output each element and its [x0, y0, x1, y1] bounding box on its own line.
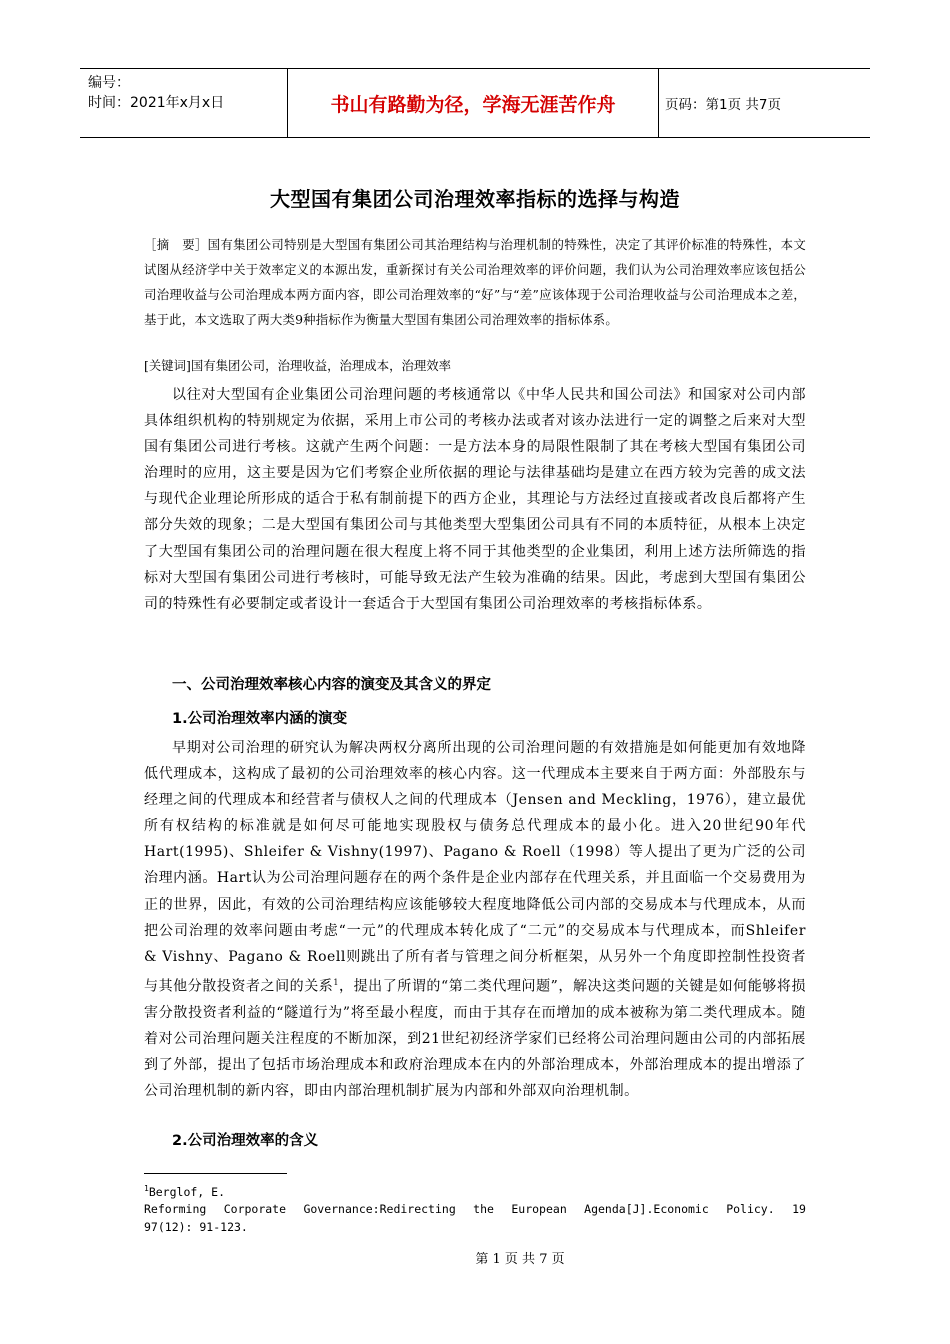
- page-label: 页码：第1页 共7页: [665, 97, 781, 113]
- footnote-word: Reforming: [144, 1202, 207, 1217]
- header-meta: [80, 69, 288, 137]
- footnote-title-line: [144, 1201, 806, 1219]
- document-title: 大型国有集团公司治理效率指标的选择与构造: [270, 187, 680, 211]
- subsection-heading-1: 1.公司治理效率内涵的演变: [172, 711, 348, 727]
- footnote-word: Corporate: [223, 1202, 287, 1217]
- section-heading-1: 一、公司治理效率核心内容的演变及其含义的界定: [172, 677, 491, 693]
- header-motto: [288, 69, 659, 137]
- document-date-label: 时间：2021年x月x日: [88, 95, 225, 111]
- footnote-citation-line: 97(12): 91-123.: [144, 1219, 248, 1234]
- page-footer: 第 1 页 共 7 页: [475, 1252, 565, 1267]
- subsection-1-paragraph: [144, 735, 806, 1104]
- abstract-text: 国有集团公司特别是大型国有集团公司其治理结构与治理机制的特殊性，决定了其评价标准的特殊性，本文试图从经济学中关于效率定义的本源出发，重新探讨有关公司治理效率的评价问题，我们认为公司治理效率应该包括公司治理收益与公司治理成本两方面内容，即公司治理效率的“好”与“差”应该体现于公司治理收益与公司治理成本之差，基于此，本文选取了两大类9种指标作为衡量大型国有集团公司治理效率的指标体系。: [144, 237, 806, 327]
- footnote: [144, 1180, 806, 1236]
- footnote-separator: [144, 1173, 287, 1174]
- footnote-word: the: [473, 1202, 494, 1217]
- document-header: [80, 68, 870, 138]
- footnote-author: Berglof, E.: [148, 1184, 225, 1199]
- keywords-label: [关键词]: [144, 358, 191, 373]
- abstract: [144, 232, 806, 332]
- footnote-mark: 1: [144, 1184, 149, 1193]
- keywords: [144, 356, 806, 374]
- paragraph-part-b: ，提出了所谓的“第二类代理问题”，解决这类问题的关键是如何能够将损害分散投资者利益的“隧道行为”将至最小程度，而由于其存在而增加的成本被称为第二类代理成本。随着对公司治理问题关注程度的不断加深，到21世纪初经济学家们已经将公司治理问题由公司的内部拓展到了外部，提出了包括市场治理成本和政府治理成本在内的外部治理成本，外部治理成本的提出增添了公司治理机制的新内容，即由内部治理机制扩展为内部和外部双向治理机制。: [144, 978, 806, 1099]
- footnote-author-line: [144, 1180, 806, 1201]
- footnote-word: 19: [792, 1202, 806, 1217]
- motto-text: 书山有路勤为径，学海无涯苦作舟: [330, 93, 616, 116]
- abstract-label: ［摘 要］: [144, 237, 208, 252]
- document-number-label: 编号：: [88, 75, 130, 91]
- footnote-reference[interactable]: 1: [333, 977, 339, 987]
- footnote-word: European: [511, 1202, 567, 1217]
- paragraph-part-a: 早期对公司治理的研究认为解决两权分离所出现的公司治理问题的有效措施是如何能更加有效地降低代理成本，这构成了最初的公司治理效率的核心内容。这一代理成本主要来自于两方面：外部股东与经理之间的代理成本和经营者与债权人之间的代理成本（Jensen and Meckling，1976），建立最优所有权结构的标准就是如何尽可能地实现股权与债务总代理成本的最小化。进入20世纪90年代Hart(1995)、Shleifer & Vishny(1997)、Pagano & Roell（1998）等人提出了更为广泛的公司治理内涵。Hart认为公司治理问题存在的两个条件是企业内部存在代理关系，并且面临一个交易费用为正的世界，因此，有效的公司治理结构应该能够较大程度地降低公司内部的交易成本与代理成本，从而把公司治理的效率问题由考虑“一元”的代理成本转化成了“二元”的交易成本与代理成本，而Shleifer & Vishny、Pagano & Roell则跳出了所有者与管理之间分析框架，从另外一个角度即控制性投资者与其他分散投资者之间的关系: [144, 740, 806, 995]
- footnote-word: Governance:Redirecting: [303, 1202, 456, 1217]
- intro-paragraph: 以往对大型国有企业集团公司治理问题的考核通常以《中华人民共和国公司法》和国家对公司内部具体组织机构的特别规定为依据，采用上市公司的考核办法或者对该办法进行一定的调整之后来对大型国有集团公司进行考核。这就产生两个问题：一是方法本身的局限性限制了其在考核大型国有集团公司治理时的应用，这主要是因为它们考察企业所依据的理论与法律基础均是建立在西方较为完善的成文法与现代企业理论所形成的适合于私有制前提下的西方企业，其理论与方法经过直接或者改良后都将产生部分失效的现象；二是大型国有集团公司与其他类型大型集团公司具有不同的本质特征，从根本上决定了大型国有集团公司的治理问题在很大程度上将不同于其他类型的企业集团，利用上述方法所筛选的指标对大型国有集团公司进行考核时，可能导致无法产生较为准确的结果。因此，考虑到大型国有集团公司的特殊性有必要制定或者设计一套适合于大型国有集团公司治理效率的考核指标体系。: [144, 387, 806, 612]
- footnote-word: Policy.: [726, 1202, 775, 1217]
- header-page-number: [659, 69, 870, 137]
- footnote-word: Agenda[J].Economic: [584, 1202, 709, 1217]
- keywords-text: 国有集团公司，治理收益，治理成本，治理效率: [190, 358, 452, 373]
- subsection-heading-2: 2.公司治理效率的含义: [172, 1133, 319, 1149]
